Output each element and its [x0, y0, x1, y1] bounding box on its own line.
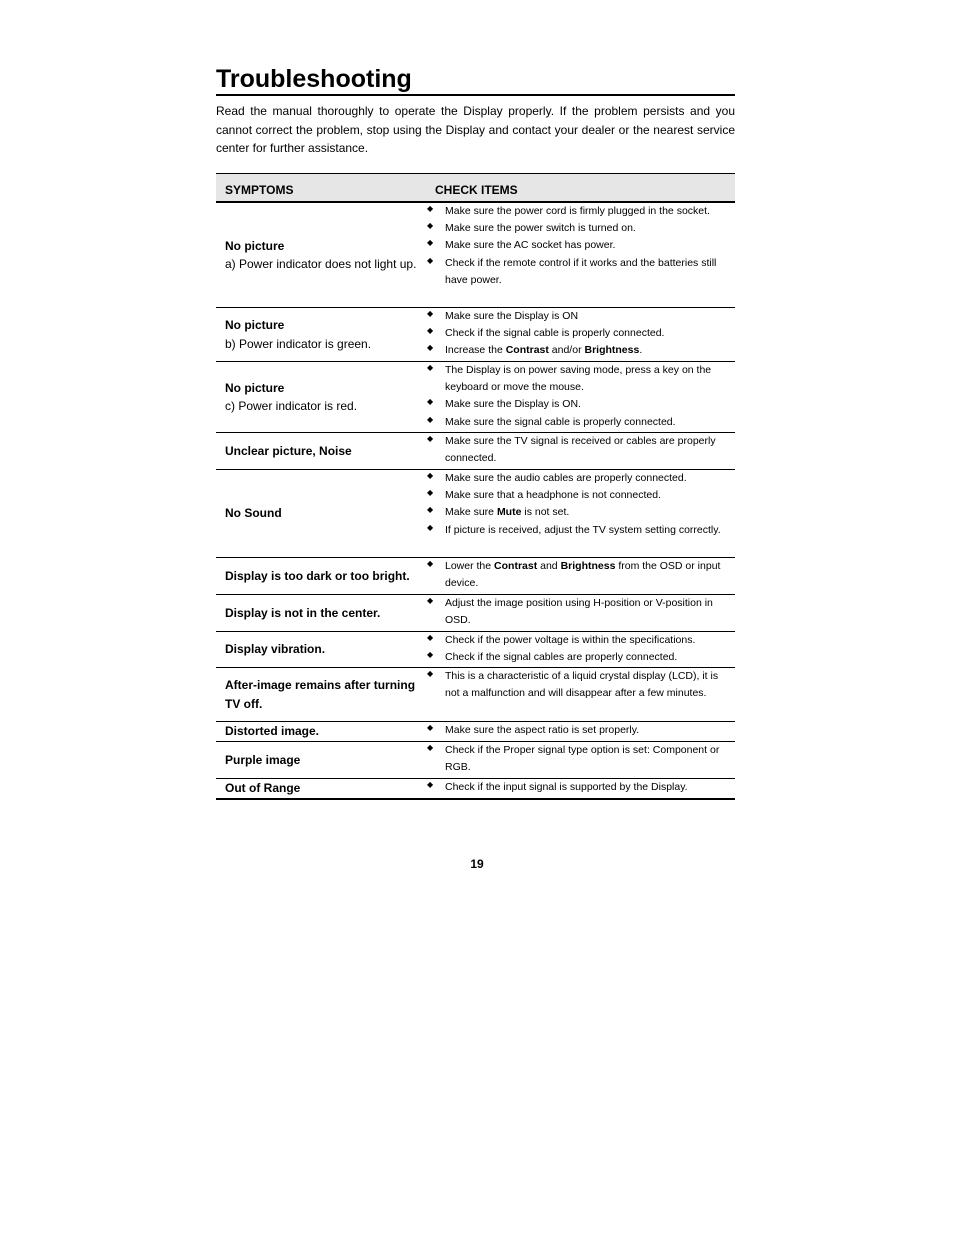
check-item: ◆ Make sure Mute is not set.	[425, 504, 727, 521]
bullet-icon: ◆	[427, 559, 434, 568]
check-item: ◆ Make sure the power cord is firmly plugged in the socket.	[425, 203, 727, 220]
symptom-title: Display vibration.	[225, 642, 326, 657]
symptom-description: b) Power indicator is green.	[225, 336, 372, 351]
check-item: ◆ Make sure the aspect ratio is set properly.	[425, 722, 727, 739]
bullet-icon: ◆	[427, 780, 434, 789]
symptom-cell	[216, 668, 425, 722]
table-row	[216, 779, 735, 800]
check-items-cell	[425, 779, 735, 800]
bullet-icon: ◆	[427, 505, 434, 515]
page-content	[216, 64, 735, 796]
symptom-title: Display is not in the center.	[225, 605, 381, 620]
symptom-cell	[216, 558, 425, 595]
check-items-cell	[425, 668, 735, 722]
check-items-cell	[425, 308, 735, 362]
check-item: ◆ Check if the signal cables are properly connected.	[425, 649, 727, 666]
check-items-cell	[425, 742, 735, 779]
page-number: 19	[470, 857, 484, 871]
intro-paragraph: Read the manual thoroughly to operate the Display properly. If the problem persists and you cannot correct the problem, stop using the Display and contact your dealer or the nearest service center for further assistance.	[216, 104, 735, 155]
bullet-icon: ◆	[427, 650, 434, 660]
check-item: ◆ Check if the signal cable is properly connected.	[425, 325, 727, 342]
symptom-cell	[216, 722, 425, 742]
bullet-icon: ◆	[427, 633, 434, 642]
symptom-title: Purple image	[225, 752, 301, 767]
check-items-cell	[425, 362, 735, 433]
bullet-icon: ◆	[427, 471, 434, 480]
bullet-icon: ◆	[427, 414, 434, 424]
table-row	[216, 308, 735, 362]
check-item: ◆ Make sure the audio cables are properly connected.	[425, 470, 727, 487]
symptom-title: No picture	[225, 380, 285, 395]
check-item: ◆ Lower the Contrast and Brightness from the OSD or input device.	[425, 558, 727, 592]
symptom-title: Unclear picture, Noise	[225, 443, 352, 458]
symptom-description: a) Power indicator does not light up.	[225, 257, 417, 271]
bullet-icon: ◆	[427, 309, 434, 318]
table-row	[216, 558, 735, 595]
symptom-cell	[216, 433, 425, 470]
bullet-icon: ◆	[427, 434, 434, 443]
page-title: Troubleshooting	[216, 64, 735, 96]
bullet-icon: ◆	[427, 596, 434, 605]
bullet-icon: ◆	[427, 221, 434, 231]
table-header-row	[216, 174, 735, 203]
table-row	[216, 362, 735, 433]
check-item: ◆ Increase the Contrast and/or Brightness.	[425, 342, 727, 359]
symptom-title: No picture	[225, 238, 285, 253]
table-row	[216, 722, 735, 742]
bullet-icon: ◆	[427, 204, 434, 213]
bullet-icon: ◆	[427, 743, 434, 752]
check-item: ◆ Make sure the Display is ON.	[425, 396, 727, 413]
bullet-icon: ◆	[427, 488, 434, 498]
bullet-icon: ◆	[427, 238, 434, 248]
check-item: ◆ Check if the Proper signal type option is set: Component or RGB.	[425, 742, 727, 776]
symptom-cell	[216, 742, 425, 779]
symptom-cell	[216, 202, 425, 308]
check-items-cell	[425, 595, 735, 632]
table-row	[216, 632, 735, 668]
check-items-cell	[425, 433, 735, 470]
table-row	[216, 742, 735, 779]
check-item: ◆ Make sure that a headphone is not connected.	[425, 487, 727, 504]
check-item: ◆ This is a characteristic of a liquid crystal display (LCD), it is not a malfunction and will disappear after a few minutes.	[425, 668, 727, 702]
symptom-cell	[216, 779, 425, 800]
check-items-cell	[425, 470, 735, 558]
bullet-icon: ◆	[427, 255, 434, 265]
symptoms-header: SYMPTOMS	[216, 174, 425, 203]
table-row	[216, 470, 735, 558]
bullet-icon: ◆	[427, 397, 434, 407]
check-item: ◆ Check if the remote control if it works and the batteries still have power.	[425, 255, 727, 289]
symptom-cell	[216, 470, 425, 558]
check-items-header: CHECK ITEMS	[425, 174, 735, 203]
table-row	[216, 668, 735, 722]
check-item: ◆ Make sure the signal cable is properly connected.	[425, 414, 727, 431]
symptom-cell	[216, 632, 425, 668]
check-item: ◆ Make sure the AC socket has power.	[425, 237, 727, 254]
check-item: ◆ If picture is received, adjust the TV system setting correctly.	[425, 522, 727, 539]
check-items-cell	[425, 202, 735, 308]
symptom-title: Display is too dark or too bright.	[225, 568, 410, 583]
symptom-title: Distorted image.	[225, 724, 320, 739]
troubleshooting-table	[216, 173, 735, 800]
symptom-cell	[216, 362, 425, 433]
symptom-description: c) Power indicator is red.	[225, 399, 358, 413]
check-item: ◆ Adjust the image position using H-position or V-position in OSD.	[425, 595, 727, 629]
symptom-cell	[216, 595, 425, 632]
symptom-title: Out of Range	[225, 781, 301, 796]
check-item: ◆ Check if the power voltage is within the specifications.	[425, 632, 727, 649]
check-item: ◆ Check if the input signal is supported by the Display.	[425, 779, 727, 796]
table-row	[216, 595, 735, 632]
bullet-icon: ◆	[427, 326, 434, 336]
symptom-cell	[216, 308, 425, 362]
symptom-title: After-image remains after turning TV off.	[225, 678, 416, 711]
check-items-cell	[425, 722, 735, 742]
check-item: ◆ Make sure the TV signal is received or cables are properly connected.	[425, 433, 727, 467]
check-item: ◆ Make sure the power switch is turned on.	[425, 220, 727, 237]
bullet-icon: ◆	[427, 723, 434, 732]
check-items-cell	[425, 558, 735, 595]
check-item: ◆ The Display is on power saving mode, press a key on the keyboard or move the mouse.	[425, 362, 727, 396]
symptom-title: No Sound	[225, 506, 282, 521]
table-row	[216, 202, 735, 308]
check-items-cell	[425, 632, 735, 668]
bullet-icon: ◆	[427, 363, 434, 372]
symptom-title: No picture	[225, 318, 285, 332]
table-row	[216, 433, 735, 470]
bullet-icon: ◆	[427, 669, 434, 678]
bullet-icon: ◆	[427, 522, 434, 532]
bullet-icon: ◆	[427, 343, 434, 353]
check-item: ◆ Make sure the Display is ON	[425, 308, 727, 325]
